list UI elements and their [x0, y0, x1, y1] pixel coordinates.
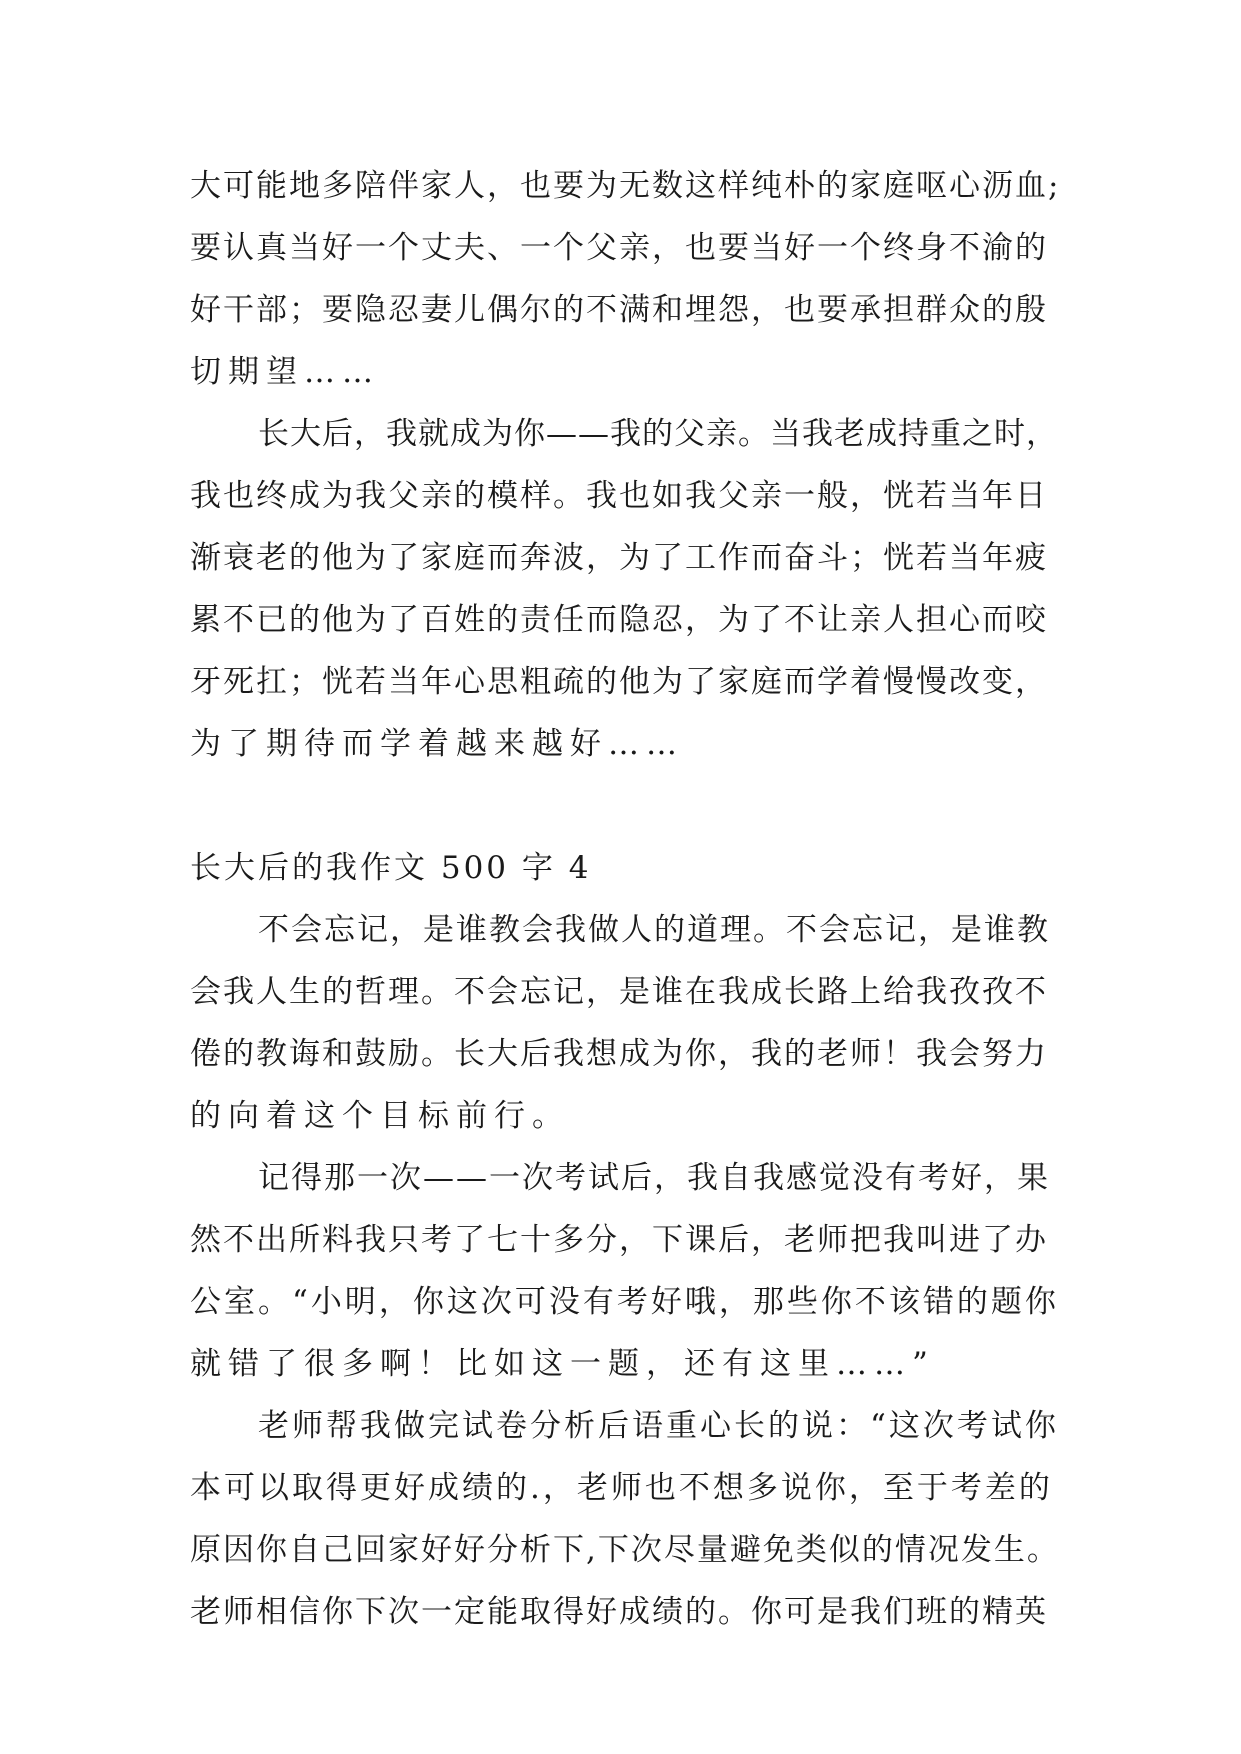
paragraph-line: 然不出所料我只考了七十多分，下课后，老师把我叫进了办	[190, 1222, 1048, 1258]
paragraph-line: 累不已的他为了百姓的责任而隐忍，为了不让亲人担心而咬	[190, 602, 1048, 638]
paragraph-line: 长大后，我就成为你——我的父亲。当我老成持重之时，	[258, 416, 1058, 452]
paragraph-line: 大可能地多陪伴家人，也要为无数这样纯朴的家庭呕心沥血;	[190, 168, 1061, 204]
paragraph-line: 为了期待而学着越来越好……	[190, 726, 684, 762]
paragraph-line: 不会忘记，是谁教会我做人的道理。不会忘记，是谁教	[258, 912, 1050, 948]
paragraph-line: 我也终成为我父亲的模样。我也如我父亲一般，恍若当年日	[190, 478, 1048, 514]
paragraph-line: 原因你自己回家好好分析下,下次尽量避免类似的情况发生。	[190, 1532, 1060, 1568]
paragraph-line: 的向着这个目标前行。	[190, 1098, 570, 1134]
paragraph-line: 本可以取得更好成绩的.，老师也不想多说你，至于考差的	[190, 1470, 1053, 1506]
paragraph-line: 切期望……	[190, 354, 380, 390]
paragraph-line: 要认真当好一个丈夫、一个父亲，也要当好一个终身不渝的	[190, 230, 1048, 266]
paragraph-line: 就错了很多啊！比如这一题，还有这里……”	[190, 1346, 935, 1382]
paragraph-line: 倦的教诲和鼓励。长大后我想成为你，我的老师！我会努力	[190, 1036, 1048, 1072]
paragraph-line: 公室。“小明，你这次可没有考好哦，那些你不该错的题你	[190, 1284, 1059, 1320]
paragraph-line: 好干部；要隐忍妻儿偶尔的不满和埋怨，也要承担群众的殷	[190, 292, 1048, 328]
paragraph-line: 会我人生的哲理。不会忘记，是谁在我成长路上给我孜孜不	[190, 974, 1048, 1010]
section-heading: 长大后的我作文 500 字 4	[190, 850, 592, 886]
paragraph-line: 老师帮我做完试卷分析后语重心长的说：“这次考试你	[258, 1408, 1059, 1444]
paragraph-line: 牙死扛；恍若当年心思粗疏的他为了家庭而学着慢慢改变，	[190, 664, 1048, 700]
paragraph-line: 渐衰老的他为了家庭而奔波，为了工作而奋斗；恍若当年疲	[190, 540, 1048, 576]
paragraph-line: 老师相信你下次一定能取得好成绩的。你可是我们班的精英	[190, 1594, 1048, 1630]
paragraph-line: 记得那一次——一次考试后，我自我感觉没有考好，果	[258, 1160, 1050, 1196]
